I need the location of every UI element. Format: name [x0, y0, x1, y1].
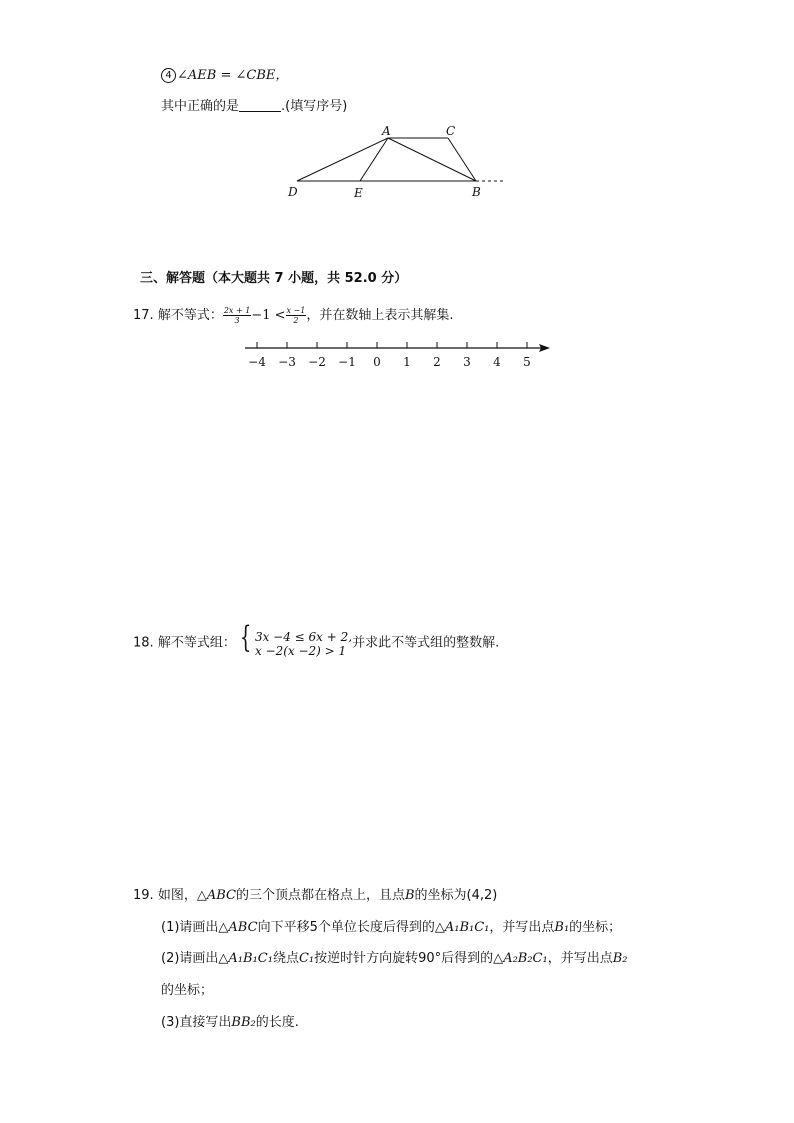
- axis-tick-label: −3: [278, 355, 296, 369]
- q16-prompt: [161, 99, 347, 115]
- label-C: C: [446, 124, 456, 138]
- part3-text-a: (3)直接写出: [161, 1015, 232, 1030]
- part2-point: B₂: [612, 951, 628, 966]
- part1-triangle: ABC: [228, 920, 258, 935]
- part2-text-e: 的坐标；: [161, 983, 214, 998]
- triangle-ABC: ABC: [206, 888, 236, 903]
- intro-text-1: 如图，△: [157, 888, 207, 903]
- part2-text-a: (2)请画出△: [161, 951, 229, 966]
- section-heading: [140, 271, 407, 287]
- axis-tick-label: 3: [463, 355, 471, 369]
- section-title-post: 分）: [376, 271, 408, 286]
- label-D: D: [288, 185, 298, 199]
- inequality-middle: −1 <: [251, 308, 286, 323]
- q16-figure: [280, 120, 520, 205]
- question-tail: 并求此不等式组的整数解.: [352, 635, 500, 651]
- part3-text-b: 的长度.: [255, 1015, 299, 1030]
- question-tail: ，并在数轴上表示其解集.: [306, 308, 454, 323]
- question-19-part-2-cont: [161, 983, 213, 999]
- question-number: 19.: [133, 888, 154, 903]
- fraction-2-denominator: 2: [293, 316, 299, 325]
- section-title-pre: 三、解答题（本大题共: [140, 271, 275, 286]
- fraction-1: [223, 306, 251, 325]
- point-B: B: [404, 888, 415, 903]
- fraction-2: [286, 306, 307, 325]
- question-19-part-3: [161, 1015, 299, 1031]
- fraction-1-numerator: 2x + 1: [223, 306, 251, 315]
- part3-segment: BB₂: [231, 1015, 256, 1030]
- part2-text-b: 绕点: [272, 951, 299, 966]
- section-score: 52.0: [344, 271, 377, 286]
- angle-statement: ∠AEB = ∠CBE，: [177, 68, 289, 83]
- question-lead: 解不等式组：: [157, 635, 236, 651]
- axis-tick-label: 5: [523, 355, 531, 369]
- axis-tick-label: 4: [493, 355, 501, 369]
- label-E: E: [354, 186, 363, 200]
- fraction-1-denominator: 3: [234, 316, 240, 325]
- q16-item-4: [161, 68, 288, 84]
- intro-text-2: 的三个顶点都在格点上，且点: [235, 888, 405, 903]
- part1-text-d: 的坐标；: [569, 920, 622, 935]
- question-19-part-1: [161, 920, 621, 936]
- question-lead: 解不等式：: [157, 308, 223, 323]
- system-line-1: 3x −4 ≤ 6x + 2,: [254, 629, 353, 644]
- axis-tick-label: 2: [433, 355, 441, 369]
- question-number: 17.: [133, 308, 154, 323]
- part2-text-d: ，并写出点: [547, 951, 613, 966]
- system-brace: {: [239, 620, 252, 655]
- part1-text-b: 向下平移5个单位长度后得到的△: [257, 920, 445, 935]
- section-count: 7: [274, 271, 284, 286]
- axis-tick-label: −1: [338, 355, 356, 369]
- question-17: [133, 305, 454, 327]
- part2-text-c: 按逆时针方向旋转90°后得到的△: [314, 951, 504, 966]
- question-number: 18.: [133, 635, 154, 651]
- part2-center-point: C₁: [298, 951, 315, 966]
- part1-text-c: ，并写出点: [489, 920, 555, 935]
- fraction-2-numerator: x −1: [286, 306, 306, 315]
- inequality-system: [255, 630, 352, 658]
- number-line: [240, 338, 560, 374]
- question-18: [133, 620, 500, 658]
- intro-text-3: 的坐标为(4,2): [414, 888, 498, 903]
- q16-prompt-tail: .(填写序号): [281, 99, 348, 114]
- label-A: A: [382, 124, 391, 138]
- question-19-intro: [133, 888, 497, 904]
- axis-tick-label: 1: [403, 355, 411, 369]
- segment-AB: [388, 138, 476, 181]
- part2-triangle-image: A₂B₂C₁: [503, 951, 548, 966]
- section-title-mid: 小题，共: [283, 271, 345, 286]
- system-line-2: x −2(x −2) > 1: [254, 643, 347, 658]
- part2-triangle: A₁B₁C₁: [228, 951, 273, 966]
- question-19-part-2: [161, 951, 628, 967]
- answer-blank[interactable]: [239, 99, 281, 112]
- axis-tick-label: −2: [308, 355, 326, 369]
- circled-number: 4: [161, 68, 176, 83]
- part1-text-a: (1)请画出△: [161, 920, 229, 935]
- q16-prompt-text: 其中正确的是: [161, 99, 240, 114]
- part1-triangle-image: A₁B₁C₁: [444, 920, 490, 935]
- axis-tick-label: −4: [248, 355, 266, 369]
- label-B: B: [472, 185, 481, 199]
- part1-point: B₁: [554, 920, 570, 935]
- axis-tick-label: 0: [373, 355, 381, 369]
